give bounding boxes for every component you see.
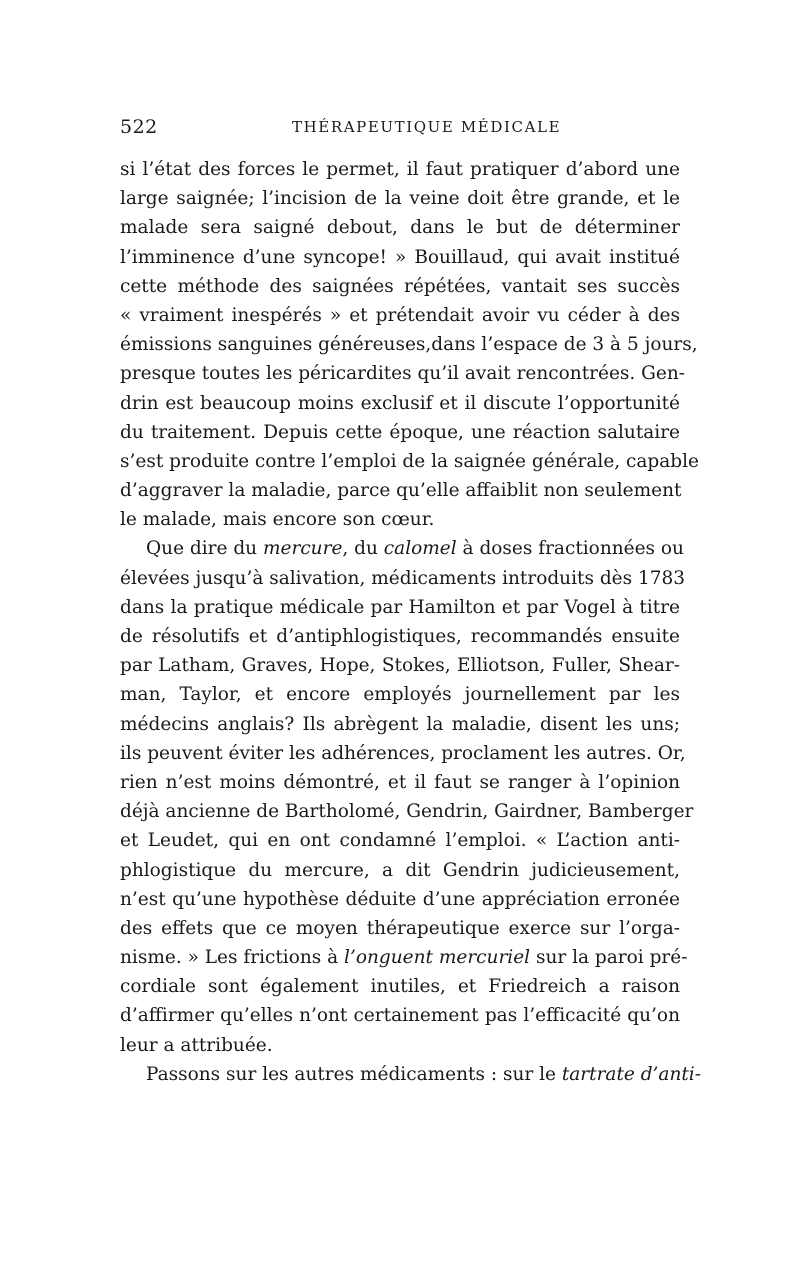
text-run: Que dire du [146,538,263,560]
text-line: médecins anglais? Ils abrègent la maladie, disent les uns; [120,713,680,735]
text-line: man, Taylor, et encore employés journellement par les [120,684,680,706]
text-line: malade sera saigné debout, dans le but de déterminer [120,217,680,239]
text-line: s’est produite contre l’emploi de la saignée générale, capable [120,450,699,472]
text-line: d’affirmer qu’elles n’ont certainement pas l’efficacité qu’on [120,1005,680,1027]
running-header [120,116,680,140]
text-line [120,943,688,972]
text-line: presque toutes les péricardites qu’il avait rencontrées. Gen- [120,363,686,385]
text-line: l’imminence d’une syncope! » Bouillaud, qui avait institué [120,246,680,268]
italic-term: calomel [383,538,457,560]
text-line: d’aggraver la maladie, parce qu’elle affaiblit non seulement [120,480,682,502]
text-line: « vraiment inespérés » et prétendait avoir vu céder à des [120,304,680,326]
text-line: cordiale sont également inutiles, et Friedreich a raison [120,976,680,998]
running-title: THÉRAPEUTIQUE MÉDICALE [292,118,562,136]
text-run: Passons sur les autres médicaments : sur le [146,1063,562,1085]
text-line: et Leudet, qui en ont condamné l’emploi. « L’action anti- [120,830,680,852]
body-text [120,155,701,1089]
text-line: n’est qu’une hypothèse déduite d’une appréciation erronée [120,888,680,910]
text-line: le malade, mais encore son cœur. [120,509,435,531]
italic-term: l’onguent mercuriel [344,947,531,969]
italic-term: tartrate d’anti- [561,1063,701,1085]
text-line: du traitement. Depuis cette époque, une réaction salutaire [120,421,680,443]
paragraph-first-line [120,534,684,563]
text-line: par Latham, Graves, Hope, Stokes, Elliotson, Fuller, Shear- [120,655,680,677]
paragraph-first-line [120,1060,701,1089]
text-line: leur a attribuée. [120,1034,273,1056]
text-line: si l’état des forces le permet, il faut pratiquer d’abord une [120,159,680,180]
text-run: , du [342,538,384,560]
text-line: cette méthode des saignées répétées, vantait ses succès [120,275,680,297]
text-line: de résolutifs et d’antiphlogistiques, recommandés ensuite [120,626,680,647]
text-line: élevées jusqu’à salivation, médicaments introduits dès 1783 [120,567,686,589]
text-line: large saignée; l’incision de la veine doit être grande, et le [120,188,680,210]
text-line: des effets que ce moyen thérapeutique exerce sur l’orga- [120,917,680,939]
text-line: émissions sanguines généreuses,dans l’espace de 3 à 5 jours, [120,334,698,356]
text-line: phlogistique du mercure, a dit Gendrin judicieusement, [120,859,680,881]
text-run: nisme. » Les frictions à [120,947,345,969]
page-number: 522 [120,116,158,138]
text-line: déjà ancienne de Bartholomé, Gendrin, Gairdner, Bamberger [120,801,694,823]
text-line: ils peuvent éviter les adhérences, proclament les autres. Or, [120,742,686,764]
text-run: sur la paroi pré- [530,947,688,969]
text-line: dans la pratique médicale par Hamilton et par Vogel à titre [120,596,680,618]
text-line: rien n’est moins démontré, et il faut se ranger à l’opinion [120,771,680,793]
text-run: à doses fractionnées ou [456,538,684,560]
text-line: drin est beaucoup moins exclusif et il discute l’opportunité [120,392,680,414]
italic-term: mercure [262,538,343,560]
